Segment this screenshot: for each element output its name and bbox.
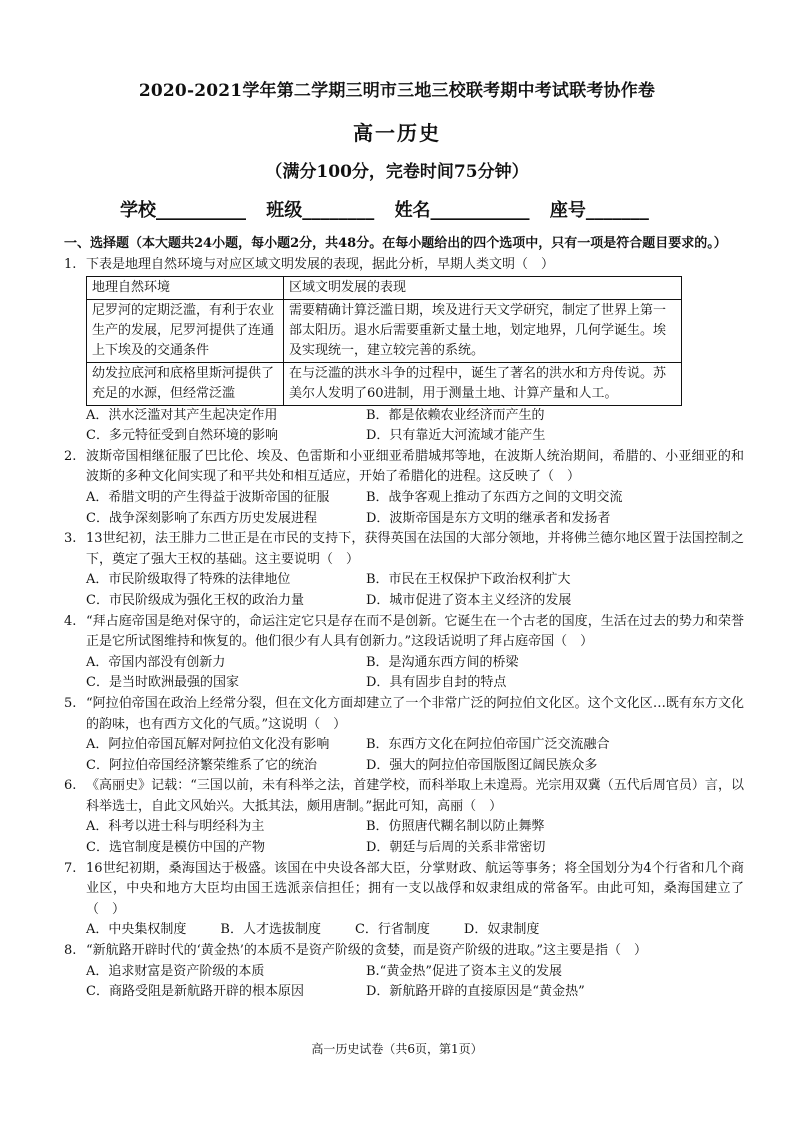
question-6: [64, 776, 744, 858]
option-c: C．行省制度: [354, 922, 430, 938]
table-cell: 在与泛滥的洪水斗争的过程中，诞生了著名的洪水和方舟传说。苏美尔人发明了60进制，用于测量土地、计算产量和人工。: [284, 362, 682, 405]
subject-title: 高一历史: [353, 121, 441, 145]
option-a: A．帝国内部没有创新力: [86, 654, 226, 670]
question-stem: 13世纪初，法王腓力二世正是在市民的支持下，获得英国在法国的大部分领地，并将佛兰德尔地区置于法国控制之下，奠定了强大王权的基础。这主要说明（ ）: [86, 531, 744, 567]
question-stem: “阿拉伯帝国在政治上经常分裂，但在文化方面却建立了一个非常广泛的阿拉伯文化区。这个文化区…既有东方文化的韵味，也有西方文化的气质。”这说明（ ）: [86, 695, 744, 732]
option-a: A．洪水泛滥对其产生起决定作用: [86, 407, 278, 423]
question-stem: 波斯帝国相继征服了巴比伦、埃及、色雷斯和小亚细亚希腊城邦等地，在波斯人统治期间，希腊的、小亚细亚的和波斯的多种文化间实现了和平共处和相互适应，开始了希腊化的进程。这反映了（ ）: [86, 448, 744, 485]
table-cell: 幼发拉底河和底格里斯河提供了充足的水源，但经常泛滥: [87, 362, 284, 405]
name-field: 姓名___________: [394, 200, 530, 221]
question-stem: “拜占庭帝国是绝对保守的，命运注定它只是存在而不是创新。它诞生在一个古老的国度，生活在过去的势力和荣誉正是它所试图维持和恢复的。他们很少有人具有创新力。”这段话说明了拜占庭帝国（ ）: [86, 613, 744, 650]
question-stem: 下表是地理自然环境与对应区域文明发展的表现，据此分析，早期人类文明（ ）: [86, 257, 555, 272]
option-d: D．奴隶制度: [463, 922, 540, 938]
option-a: A．追求财富是资产阶级的本质: [86, 963, 265, 979]
table-header: 地理自然环境: [87, 276, 284, 299]
option-b: B．是沟通东西方间的桥梁: [366, 654, 519, 670]
question-number: 3.: [64, 531, 77, 547]
option-b: B．仿照唐代糊名制以防止舞弊: [366, 819, 545, 835]
option-d: D．强大的阿拉伯帝国版图辽阔民族众多: [366, 757, 598, 773]
option-c: C．是当时欧洲最强的国家: [86, 675, 239, 691]
question-1-table: [86, 276, 682, 406]
question-number: 1.: [64, 257, 77, 272]
question-3: [64, 529, 744, 611]
question-number: 8.: [64, 943, 77, 959]
question-7: [64, 859, 744, 941]
option-d: D．具有固步自封的特点: [366, 675, 507, 691]
exam-title: 2020-2021学年第二学期三明市三地三校联考期中考试联考协作卷: [138, 81, 656, 101]
question-number: 2.: [64, 448, 77, 464]
question-stem: “新航路开辟时代的‘黄金热’的本质不是资产阶级的贪婪，而是资产阶级的进取。”这主要是指（ ）: [86, 943, 648, 959]
option-a: A．科考以进士科与明经科为主: [86, 819, 265, 835]
exam-content: [64, 233, 744, 1003]
option-b: B．人才选拔制度: [220, 922, 321, 938]
table-cell: 需要精确计算泛滥日期，埃及进行天文学研究，制定了世界上第一部太阳历。退水后需要重新丈量土地，划定地界，几何学诞生。埃及实现统一，建立较完善的系统。: [284, 299, 682, 362]
option-d: D．朝廷与后周的关系非常密切: [366, 840, 546, 856]
option-a: A．市民阶级取得了特殊的法律地位: [86, 572, 291, 588]
question-5: [64, 694, 744, 776]
option-b: B．东西方文化在阿拉伯帝国广泛交流融合: [366, 737, 610, 753]
class-field: 班级________: [266, 200, 375, 221]
seat-field: 座号_______: [549, 200, 649, 221]
option-c: C．多元特征受到自然环境的影响: [86, 428, 278, 444]
question-number: 4.: [64, 613, 77, 629]
option-c: C．战争深刻影响了东西方历史发展进程: [86, 510, 317, 526]
option-c: C．市民阶级成为强化王权的政治力量: [86, 592, 304, 608]
option-b: B．都是依赖农业经济而产生的: [366, 407, 545, 423]
student-info: [120, 196, 720, 222]
page-footer: 高一历史试卷（共6页，第1页）: [311, 1042, 483, 1056]
option-c: C．选官制度是模仿中国的产物: [86, 840, 265, 856]
question-stem: 16世纪初期，桑海国达于极盛。该国在中央设各部大臣，分掌财政、航运等事务；将全国划分为4个行省和几个商业区，中央和地方大臣均由国王选派亲信担任；拥有一支以战俘和奴隶组成的常备军。由此可知，桑海国建立了（ ）: [86, 860, 744, 917]
option-b: B．战争客观上推动了东西方之间的文明交流: [366, 489, 623, 505]
option-d: D．波斯帝国是东方文明的继承者和发扬者: [366, 510, 611, 526]
option-d: D．只有靠近大河流域才能产生: [366, 428, 546, 444]
option-a: A．希腊文明的产生得益于波斯帝国的征服: [86, 489, 330, 505]
section-title: 一、选择题（本大题共24小题，每小题2分，共48分。在每小题给出的四个选项中，只有一项是符合题目要求的。）: [64, 236, 727, 251]
question-number: 6.: [64, 778, 77, 794]
question-1: [64, 255, 744, 447]
option-d: D．城市促进了资本主义经济的发展: [366, 592, 572, 608]
question-stem: 《高丽史》记载：“三国以前，未有科举之法，首建学校，而科举取上未遑焉。光宗用双冀（五代后周官员）言，以科举选士，自此文风始兴。大抵其法，颇用唐制。”据此可知，高丽（ ）: [86, 778, 744, 814]
table-header: 区域文明发展的表现: [284, 276, 682, 299]
option-a: A．阿拉伯帝国瓦解对阿拉伯文化没有影响: [86, 737, 330, 753]
option-c: C．阿拉伯帝国经济繁荣维系了它的统治: [86, 757, 317, 773]
school-field: 学校__________: [120, 200, 246, 221]
question-4: [64, 612, 744, 694]
question-8: [64, 941, 744, 1003]
option-a: A．中央集权制度: [86, 922, 187, 938]
exam-note: （满分100分，完卷时间75分钟）: [265, 162, 529, 182]
option-b: B.“黄金热”促进了资本主义的发展: [366, 963, 562, 979]
question-number: 5.: [64, 695, 77, 711]
question-number: 7.: [64, 860, 77, 876]
option-b: B．市民在王权保护下政治权利扩大: [366, 572, 571, 588]
option-d: D．新航路开辟的直接原因是“黄金热”: [366, 984, 585, 1000]
table-cell: 尼罗河的定期泛滥，有利于农业生产的发展，尼罗河提供了连通上下埃及的交通条件: [87, 299, 284, 362]
question-2: [64, 447, 744, 529]
option-c: C．商路受阻是新航路开辟的根本原因: [86, 984, 304, 1000]
